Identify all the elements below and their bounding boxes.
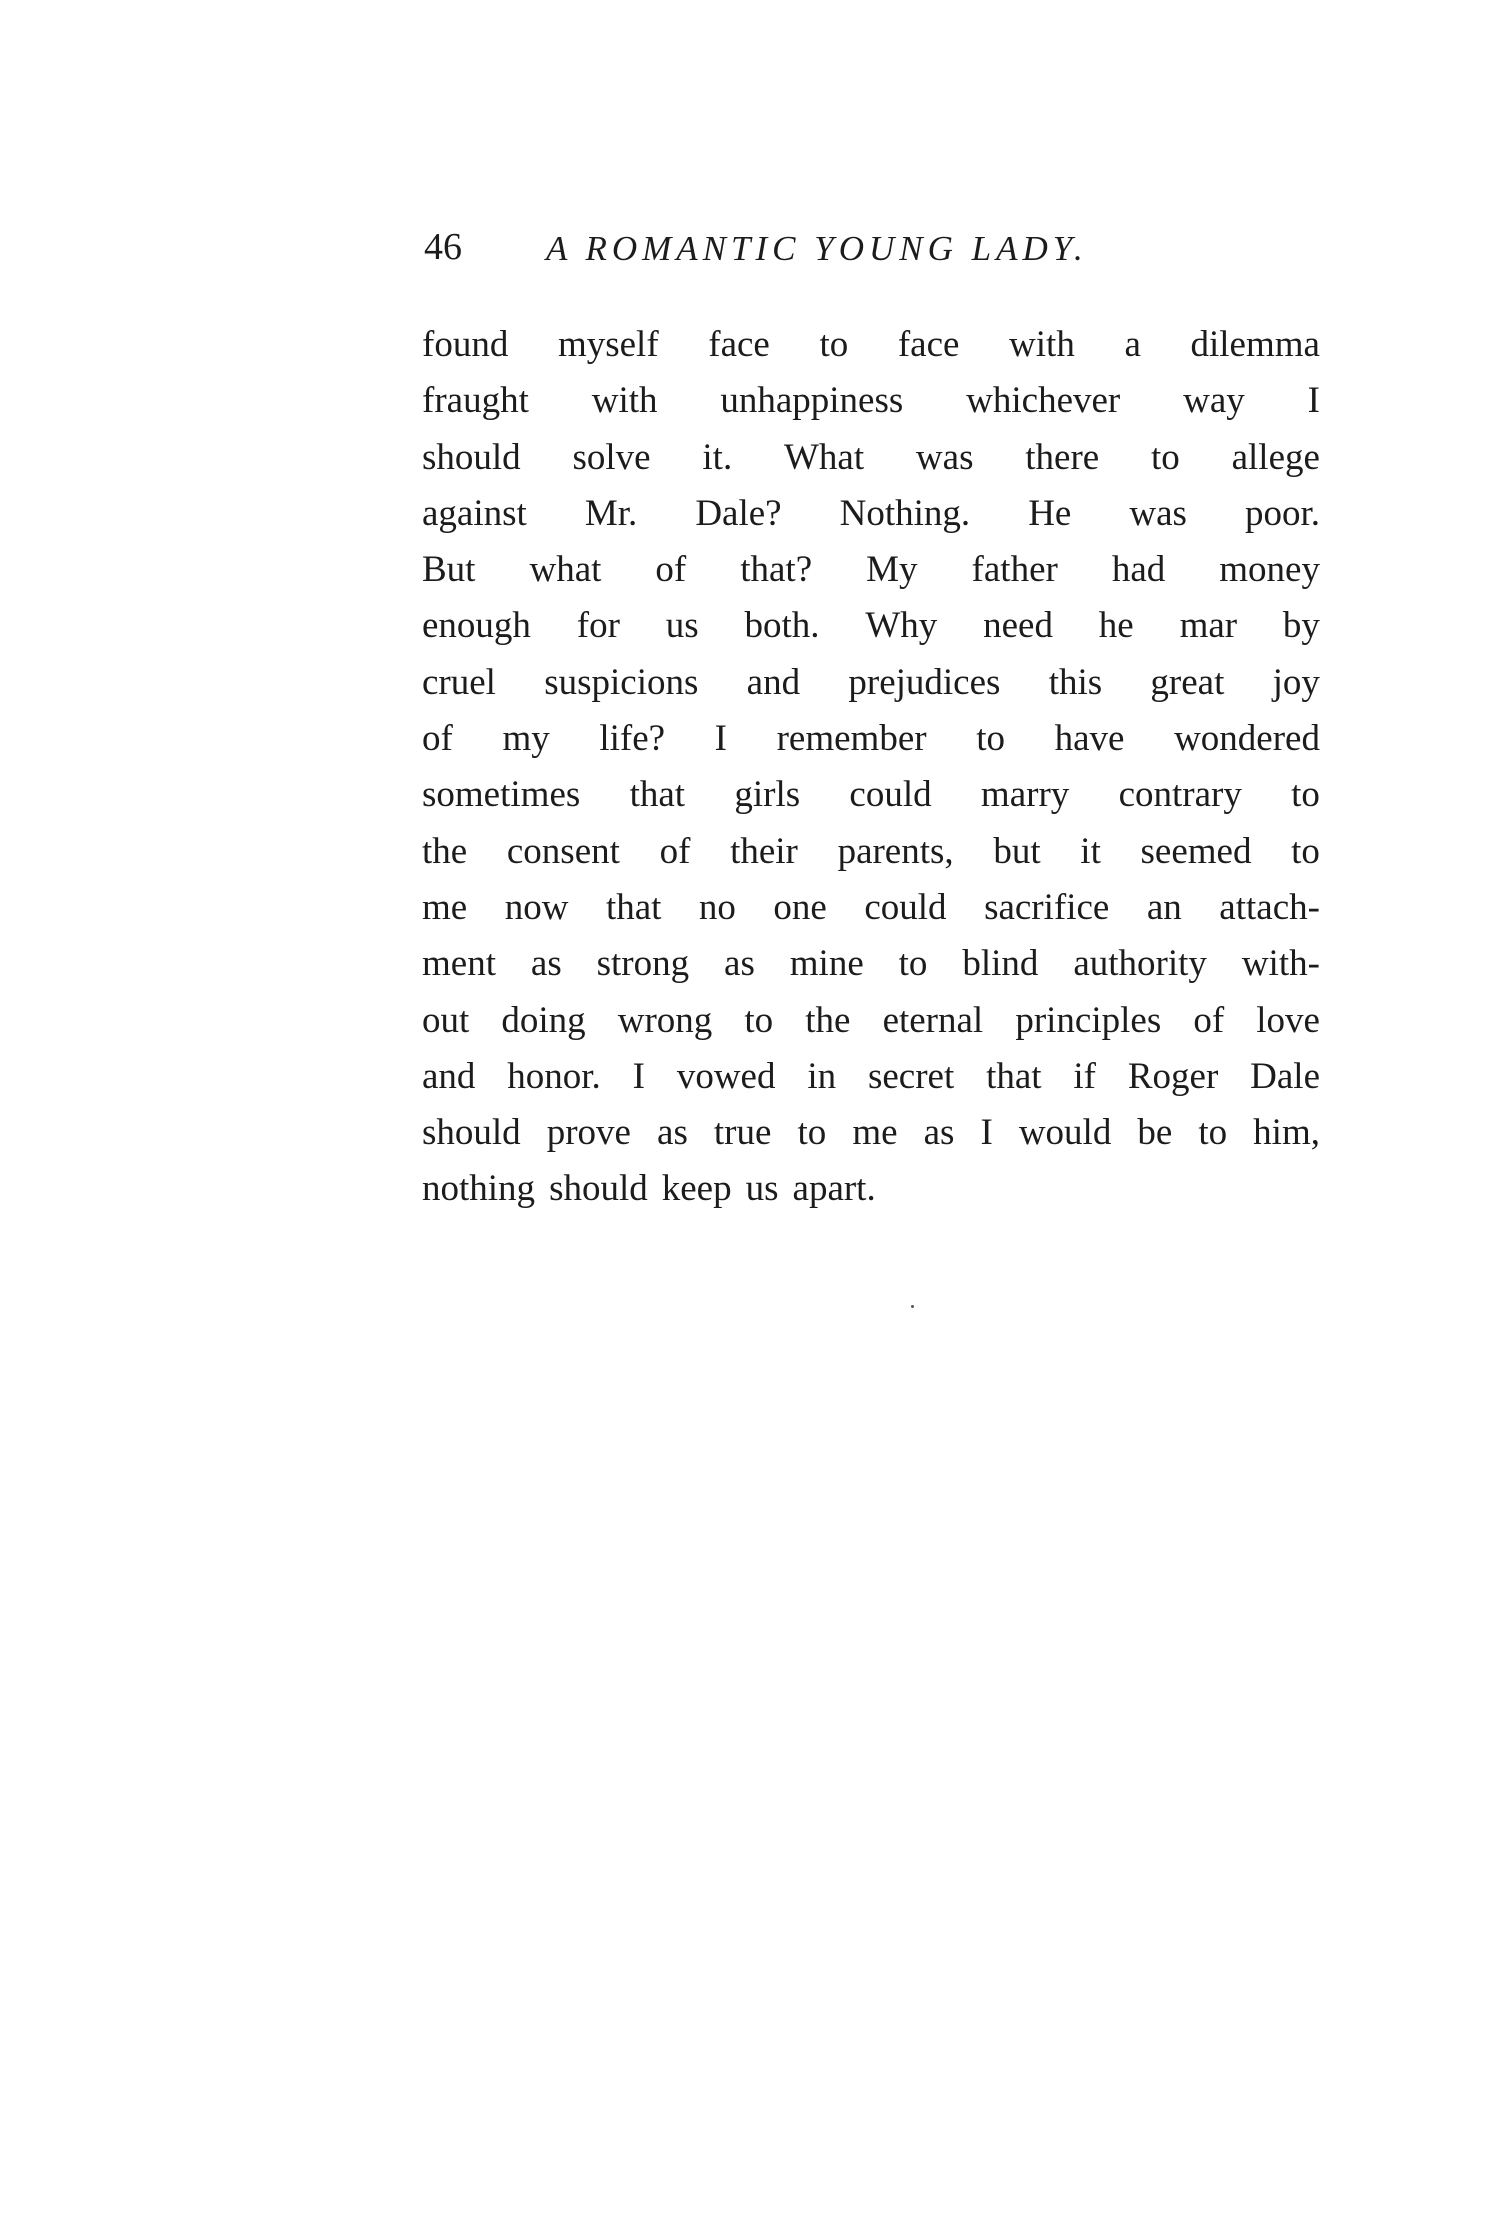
page-number: 46 (424, 226, 462, 268)
word: would (1018, 1112, 1112, 1154)
word: Dale (1250, 1055, 1320, 1097)
word: vowed (676, 1055, 776, 1097)
word: I (980, 1112, 993, 1154)
word: be (1137, 1112, 1173, 1154)
text-line (422, 936, 1320, 992)
word: way (1183, 380, 1245, 422)
word: and (746, 661, 801, 703)
word: as (923, 1112, 955, 1154)
word: money (1219, 549, 1320, 591)
word: sometimes (422, 774, 581, 816)
word: him, (1253, 1112, 1320, 1154)
word: suspicions (544, 661, 699, 703)
word: need (983, 605, 1053, 647)
word: Dale? (695, 492, 782, 534)
word: it (1080, 830, 1101, 872)
word: to (797, 1112, 827, 1154)
word: a (1124, 324, 1141, 365)
word: poor. (1244, 492, 1320, 534)
word: wrong (617, 999, 713, 1041)
word: consent (506, 830, 620, 872)
word: of (659, 830, 691, 872)
word: he (1098, 605, 1134, 647)
word: Nothing. (839, 492, 971, 534)
word: I (632, 1055, 645, 1097)
word: face (897, 324, 960, 365)
word: He (1028, 492, 1072, 534)
word: me (422, 886, 468, 928)
word: with- (1241, 943, 1320, 985)
word: blind (962, 943, 1039, 985)
word: Roger (1127, 1055, 1219, 1097)
text-line (422, 993, 1320, 1049)
word: me (852, 1112, 898, 1154)
word: both. (744, 605, 820, 647)
word: that? (740, 549, 813, 591)
word: and (422, 1055, 476, 1097)
word: father (971, 549, 1058, 591)
text-line (422, 317, 1320, 373)
word: the (805, 999, 851, 1041)
text-line (422, 598, 1320, 654)
word: But (422, 549, 476, 591)
word: one (773, 886, 827, 928)
word: prove (546, 1112, 631, 1154)
word: marry (980, 774, 1070, 816)
word: us (665, 605, 699, 647)
word: solve (572, 436, 651, 478)
word: what (529, 549, 602, 591)
text-line (422, 373, 1320, 429)
word: my (502, 718, 550, 760)
word: should (422, 436, 521, 478)
word: nothing (422, 1168, 536, 1210)
word: have (1054, 718, 1125, 760)
text-line (422, 711, 1320, 767)
word: love (1256, 999, 1320, 1041)
word: of (655, 549, 687, 591)
word: was (915, 436, 974, 478)
word: of (1193, 999, 1225, 1041)
word: that (605, 886, 662, 928)
word: secret (867, 1055, 955, 1097)
word: as (657, 1112, 688, 1154)
word: I (1307, 380, 1320, 422)
word: as (530, 943, 562, 985)
word: keep (661, 1168, 732, 1210)
word: no (698, 886, 736, 928)
word: life? (599, 718, 666, 760)
word: to (976, 718, 1005, 760)
word: allege (1231, 436, 1320, 478)
text-line (422, 655, 1320, 711)
word: to (898, 943, 928, 985)
word: this (1048, 661, 1103, 703)
word: mar (1179, 605, 1238, 647)
word: that (629, 774, 686, 816)
word: seemed (1140, 830, 1252, 872)
word: true (713, 1112, 772, 1154)
word: as (724, 943, 755, 985)
word: to (1198, 1112, 1228, 1154)
word: with (591, 380, 658, 422)
word: with (1009, 324, 1075, 365)
word: authority (1073, 943, 1207, 985)
running-title: A ROMANTIC YOUNG LADY. (546, 229, 1088, 268)
word: to (1291, 830, 1320, 872)
word: attach- (1219, 886, 1320, 928)
word: it. (702, 436, 733, 478)
word: whichever (966, 380, 1121, 422)
word: contrary (1118, 774, 1242, 816)
word: against (422, 492, 527, 534)
word: their (730, 830, 798, 872)
running-head (424, 222, 1324, 272)
word: the (422, 830, 468, 872)
text-line (422, 1105, 1320, 1161)
word: myself (557, 324, 659, 365)
word: us (745, 1168, 779, 1210)
word: eternal (882, 999, 984, 1041)
word: that (986, 1055, 1042, 1097)
word: to (744, 999, 774, 1041)
word: What (784, 436, 865, 478)
word: Why (865, 605, 938, 647)
text-line (422, 767, 1320, 823)
word: unhappiness (720, 380, 904, 422)
word: apart. (792, 1168, 876, 1210)
word: if (1073, 1055, 1097, 1097)
word: to (1151, 436, 1180, 478)
text-line (422, 1161, 1320, 1217)
word: found (422, 324, 509, 365)
word: wondered (1174, 718, 1320, 760)
word: cruel (422, 661, 496, 703)
text-line (422, 542, 1320, 598)
word: I (714, 718, 727, 760)
word: to (1291, 774, 1320, 816)
word: mine (789, 943, 864, 985)
word: strong (596, 943, 690, 985)
text-line (422, 486, 1320, 542)
word: fraught (422, 380, 529, 422)
word: should (422, 1112, 521, 1154)
word: joy (1272, 661, 1320, 703)
word: an (1146, 886, 1182, 928)
word: principles (1015, 999, 1162, 1041)
word: but (993, 830, 1041, 872)
ink-speck (911, 1305, 914, 1308)
word: My (866, 549, 918, 591)
word: could (849, 774, 932, 816)
word: to (819, 324, 849, 365)
word: dilemma (1190, 324, 1320, 365)
word: for (576, 605, 620, 647)
text-line (422, 430, 1320, 486)
word: ment (422, 943, 496, 985)
word: great (1150, 661, 1225, 703)
text-line (422, 880, 1320, 936)
text-line (422, 824, 1320, 880)
word: prejudices (848, 661, 1001, 703)
word: should (549, 1168, 648, 1210)
word: was (1129, 492, 1187, 534)
word: by (1282, 605, 1320, 647)
word: face (708, 324, 770, 365)
word: of (422, 718, 453, 760)
text-line (422, 1049, 1320, 1105)
word: enough (422, 605, 531, 647)
word: in (807, 1055, 837, 1097)
word: there (1025, 436, 1100, 478)
word: parents, (837, 830, 954, 872)
word: out (422, 999, 470, 1041)
word: sacrifice (984, 886, 1110, 928)
word: could (864, 886, 947, 928)
word: girls (734, 774, 801, 816)
word: honor. (507, 1055, 601, 1097)
body-paragraph (422, 317, 1320, 1218)
word: remember (776, 718, 927, 760)
word: Mr. (584, 492, 638, 534)
word: doing (501, 999, 586, 1041)
word: now (504, 886, 569, 928)
word: had (1111, 549, 1166, 591)
